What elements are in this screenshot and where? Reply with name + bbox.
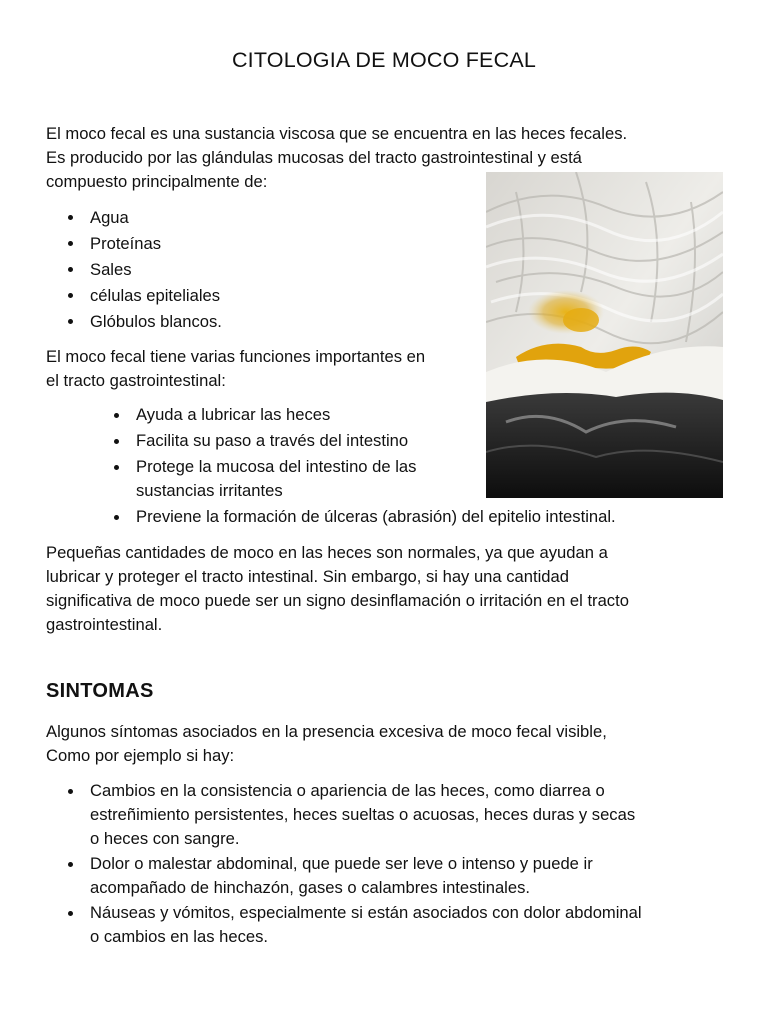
list-item-text: Protege la mucosa del intestino de las — [136, 457, 417, 476]
normal-line-3: significativa de moco puede ser un signo desinflamación o irritación en el tracto — [46, 591, 629, 610]
normal-line-1: Pequeñas cantidades de moco en las heces son normales, ya que ayudan a — [46, 543, 608, 562]
list-item-text: Dolor o malestar abdominal, que puede ser leve o intenso y puede ir — [90, 854, 593, 873]
list-item: Glóbulos blancos. — [90, 309, 222, 335]
list-item-text: Ayuda a lubricar las heces — [136, 405, 331, 424]
list-item-text: acompañado de hinchazón, gases o calambres intestinales. — [90, 878, 531, 897]
list-item-text: o heces con sangre. — [90, 829, 240, 848]
list-item: células epiteliales — [90, 283, 222, 309]
functions-intro-line-2: el tracto gastrointestinal: — [46, 371, 226, 390]
diaper-mucus-photo — [486, 172, 723, 498]
list-item: Proteínas — [90, 231, 222, 257]
list-item-text: Previene la formación de úlceras (abrasión) del epitelio intestinal. — [136, 507, 616, 526]
components-list — [90, 205, 222, 335]
list-item: Agua — [90, 205, 222, 231]
list-item-text: o cambios en las heces. — [90, 927, 269, 946]
list-item-text: Facilita su paso a través del intestino — [136, 431, 409, 450]
intro-line-2: Es producido por las glándulas mucosas del tracto gastrointestinal y está — [46, 148, 582, 167]
symptoms-intro-paragraph — [46, 720, 607, 768]
list-item-text: estreñimiento persistentes, heces sueltas o acuosas, heces duras y secas — [90, 805, 636, 824]
list-item — [90, 901, 730, 949]
symptoms-intro-line-1: Algunos síntomas asociados en la presencia excesiva de moco fecal visible, — [46, 722, 607, 741]
list-item — [90, 779, 730, 851]
normal-paragraph — [46, 541, 629, 637]
normal-line-2: lubricar y proteger el tracto intestinal. Sin embargo, si hay una cantidad — [46, 567, 569, 586]
list-item-text: Cambios en la consistencia o apariencia de las heces, como diarrea o — [90, 781, 605, 800]
intro-line-3: compuesto principalmente de: — [46, 172, 268, 191]
list-item-text: sustancias irritantes — [136, 481, 283, 500]
list-item — [136, 505, 696, 529]
symptoms-list — [90, 779, 730, 950]
normal-line-4: gastrointestinal. — [46, 615, 163, 634]
intro-line-1: El moco fecal es una sustancia viscosa que se encuentra en las heces fecales. — [46, 124, 628, 143]
list-item-text: Náuseas y vómitos, especialmente si están asociados con dolor abdominal — [90, 903, 642, 922]
functions-intro-paragraph — [46, 345, 425, 393]
symptoms-heading: SINTOMAS — [46, 680, 154, 702]
page-title: CITOLOGIA DE MOCO FECAL — [231, 48, 537, 72]
list-item — [90, 852, 730, 900]
symptoms-intro-line-2: Como por ejemplo si hay: — [46, 746, 235, 765]
photo-svg — [486, 172, 723, 498]
list-item: Sales — [90, 257, 222, 283]
functions-intro-line-1: El moco fecal tiene varias funciones importantes en — [46, 347, 426, 366]
